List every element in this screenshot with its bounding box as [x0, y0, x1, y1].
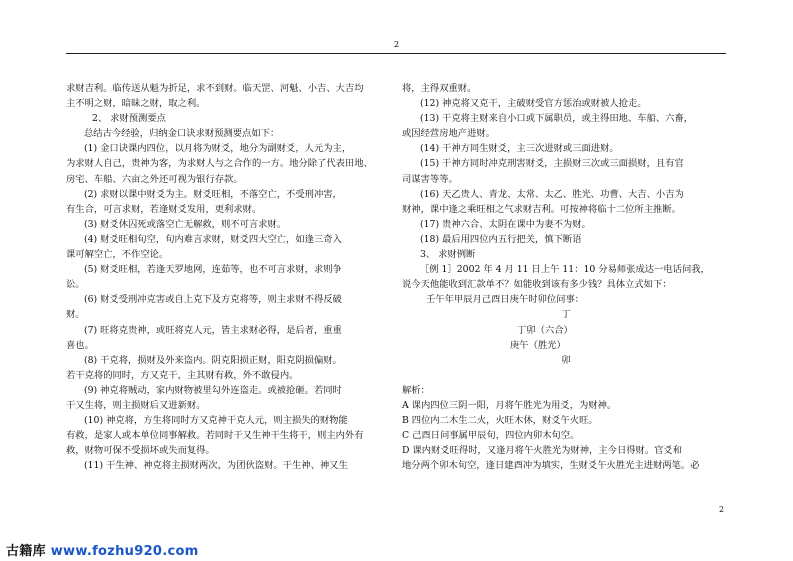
text-line: (10) 神克将，方生将同时方又克神干克人元，则主损失的财物能 [84, 415, 348, 427]
site-watermark [6, 540, 199, 559]
text-line: 财神，课中逢之乘旺相之气求财吉利。可按神将临十二位所主推断。 [402, 203, 681, 215]
text-line: 若干克将的同时，方又克干，主其财有救，外不敢侵内。 [66, 369, 299, 381]
text-line: (1) 金口诀课内四位，以月将为财爻，地分为副财爻，人元为主， [84, 143, 352, 155]
text-line: 卯 [561, 354, 571, 366]
text-line: 救，财物可保不受损坏或失而复得。 [66, 445, 215, 457]
text-line: (6) 财爻受刑冲克害或自上克下及方克将等，则主求财不得反破 [84, 294, 342, 306]
text-line: 干又生将，则主损财后又进新财。 [66, 399, 206, 411]
text-line: A 课内四位三阴一阳，月将午胜光为用爻，为财神。 [402, 399, 617, 411]
text-line: (2) 求财以课中财爻为主。财爻旺相，不落空亡，不受刑冲害， [84, 188, 342, 200]
right-column [402, 81, 722, 473]
site-url: www.fozhu920.com [50, 544, 199, 559]
text-line: 将，主得双重财。 [402, 83, 477, 94]
text-line: (17) 贵神六合、太阴在课中为妻不为财。 [420, 218, 591, 230]
text-line: (16) 天乙贵人、青龙、太常、太乙、胜光、功曹、大吉、小吉为 [420, 188, 684, 200]
left-column [66, 81, 386, 473]
text-line: 为求财人自己，贵神为客，为求财人与之合作的一方。地分除了代表田地、 [66, 158, 373, 170]
text-line: 3、 求财例断 [420, 249, 476, 261]
text-line: 财。 [66, 309, 85, 321]
text-line: (7) 旺将克贵神，或旺将克人元，皆主求财必得，是后者，重重 [84, 324, 342, 336]
text-line: 课可解空亡，不作空论。 [66, 249, 169, 261]
text-line: 喜也。 [66, 339, 94, 351]
text-line: (13) 干克将主财来自小口或下属职员，或主得田地、车船、六畜， [420, 113, 694, 125]
text-line: C 己酉日问事属甲辰旬，四位内卯木旬空。 [402, 430, 580, 442]
text-line: 2、 求财预测要点 [92, 113, 166, 125]
site-name: 古籍库 [6, 544, 46, 559]
text-line: (14) 干神方同生财爻，主三次进财或三面进财。 [420, 143, 619, 155]
text-line: 有生合，可言求财，若逢财爻发用，更利求财。 [66, 203, 262, 215]
footer-page-number: 2 [719, 505, 725, 514]
text-line: D 课内财爻旺得时，又逢月将午火胜光为财神，主今日得财。官爻和 [402, 445, 683, 457]
text-line: (12) 神克将又克干，主破财受官方惩治或财被人抢走。 [420, 98, 647, 110]
text-line: (4) 财爻旺相旬空，旬内难言求财，财爻四大空亡，如逢三奇入 [84, 233, 342, 245]
text-line: 解析： [402, 384, 430, 396]
text-line: 主不明之财，暗昧之财，取之利。 [66, 98, 206, 110]
text-line [402, 368, 722, 383]
text-line: 丁卯（六合） [517, 324, 573, 336]
text-line: (11) 干生神、神克将主损财两次，为团伙盗财。干生神、神又生 [84, 460, 348, 472]
text-line: (9) 神克将贼动，家内财物被里勾外连盗走。或被抢砸。若同时 [84, 384, 342, 396]
text-line: 庚午（胜光） [510, 339, 566, 351]
text-line: 丁 [561, 309, 571, 321]
text-line: 讼。 [66, 279, 85, 291]
text-line: (18) 最后用四位内五行把关，慎下断语 [420, 233, 582, 245]
text-line: 或因经营房地产进财。 [402, 128, 495, 140]
text-line: 有救，是家人或本单位同事解救。若同时干又生神干生将干，则主内外有 [66, 430, 364, 442]
text-line: 总结古今经验，归纳金口诀求财预测要点如下： [84, 128, 280, 140]
text-line: 房宅、车船、六亩之外还可视为银行存款。 [66, 173, 243, 185]
text-line: (3) 财爻休囚死或落空亡无解救，则不可言求财。 [84, 218, 287, 230]
text-line: B 四位内二木生二火，火旺木休，财爻午火旺。 [402, 415, 598, 427]
text-line: ［例 1］2002 年 4 月 11 日上午 11：10 分易师张成达一电话问我， [420, 264, 710, 276]
text-line: (15) 干神方同时冲克刑害财爻，主损财三次或三面损财，且有官 [420, 158, 684, 170]
text-line: (5) 财爻旺相，若逢天罗地网，连茹等，也不可言求财，求则争 [84, 264, 342, 276]
text-line: 求财吉利。临传送从魁为折足，求不到财。临天罡、河魁、小吉、大吉均 [66, 83, 364, 94]
text-line: 司谋害等等。 [402, 173, 458, 185]
text-line: 说今天他能收到汇款单不？如能收到该有多少钱？具体立式如下： [402, 279, 672, 291]
header-rule [66, 53, 726, 54]
text-line: 壬午年甲辰月己酉日庚午时卯位问事： [426, 294, 585, 306]
text-line: (8) 干克将，损财及外来盗内。阴克阳损正财，阳克阴损偏财。 [84, 354, 342, 366]
text-line: 地分两个卯木旬空，逢日建酉冲为填实，生财爻午火胜光主进财两笔。必 [402, 460, 700, 472]
header-page-number: 2 [393, 40, 400, 49]
